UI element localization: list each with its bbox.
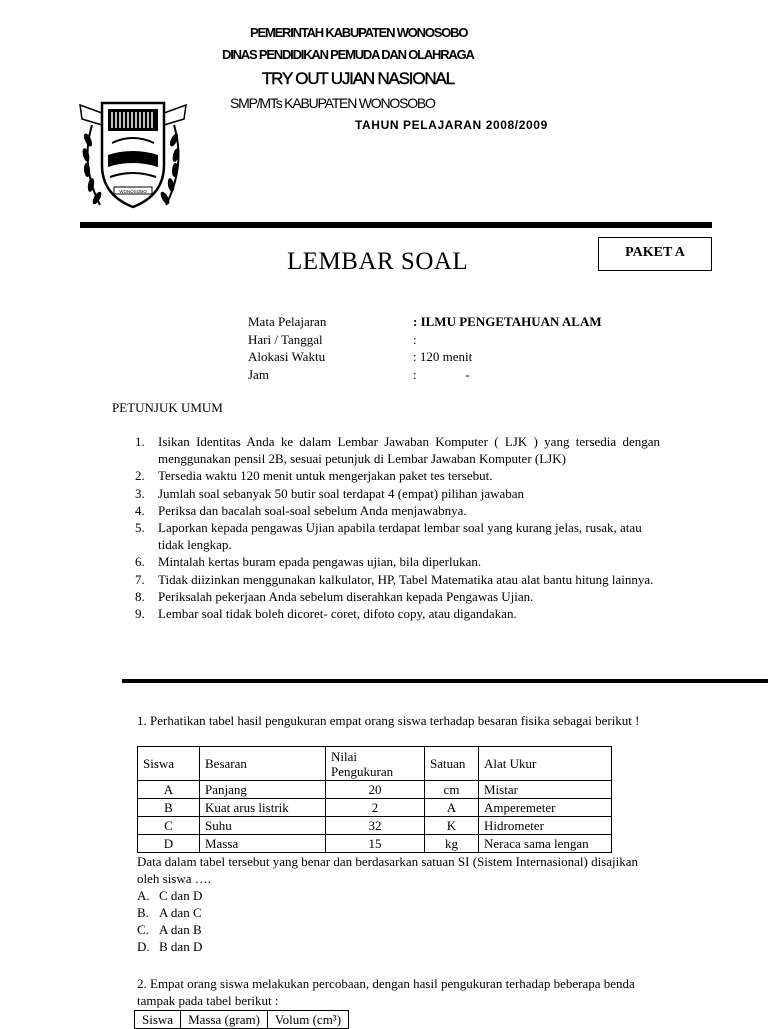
item-number: 4. bbox=[135, 502, 145, 518]
regency-emblem-logo bbox=[78, 95, 188, 215]
svg-text:WONOSOBO: WONOSOBO bbox=[119, 189, 147, 194]
header-government: PEMERINTAH KABUPATEN WONOSOBO bbox=[250, 25, 468, 40]
table-row bbox=[138, 835, 612, 853]
item-number: 7. bbox=[135, 571, 145, 587]
list-item bbox=[135, 467, 660, 484]
list-item bbox=[135, 605, 660, 622]
item-text: Isikan Identitas Anda ke dalam Lembar Jawaban Komputer ( LJK ) yang tersedia dengan menggunakan pensil 2B, sesuai petunjuk di Lembar Jawaban Komputer (LJK) bbox=[158, 434, 660, 467]
answer-option-a bbox=[137, 887, 647, 904]
item-text: Mintalah kertas buram epada pengawas ujian, bila diperlukan. bbox=[158, 554, 482, 570]
table-cell: Kuat arus listrik bbox=[200, 799, 326, 817]
item-text: Laporkan kepada pengawas Ujian apabila terdapat lembar soal yang kurang jelas, rusak, atau tidak lengkap. bbox=[158, 520, 642, 553]
info-row-date bbox=[248, 331, 602, 349]
answer-option-c bbox=[137, 921, 647, 938]
table-cell: 20 bbox=[326, 781, 425, 799]
list-item bbox=[135, 519, 660, 553]
table-cell: C bbox=[138, 817, 200, 835]
table-cell: 2 bbox=[326, 799, 425, 817]
option-letter: B. bbox=[137, 905, 149, 920]
section-divider bbox=[122, 679, 768, 683]
item-number: 3. bbox=[135, 485, 145, 501]
exam-info bbox=[248, 313, 602, 383]
info-row-time bbox=[248, 366, 602, 384]
item-text: Tersedia waktu 120 menit untuk mengerjakan paket tes tersebut. bbox=[158, 468, 493, 484]
option-letter: D. bbox=[137, 939, 150, 954]
table-header-row bbox=[135, 1011, 349, 1029]
info-label: Alokasi Waktu bbox=[248, 349, 326, 364]
item-text: Jumlah soal sebanyak 50 butir soal terdapat 4 (empat) pilihan jawaban bbox=[158, 485, 525, 501]
answer-option-d bbox=[137, 938, 647, 955]
list-item bbox=[135, 502, 660, 519]
paket-label-box: PAKET A bbox=[598, 237, 712, 271]
item-number: 6. bbox=[135, 554, 145, 570]
table-cell: Mistar bbox=[479, 781, 612, 799]
header-exam-name: TRY OUT UJIAN NASIONAL bbox=[262, 69, 454, 88]
instructions-heading: PETUNJUK UMUM bbox=[112, 400, 223, 415]
item-number: 1. bbox=[135, 434, 145, 449]
table-cell: K bbox=[425, 817, 479, 835]
question-1-stem bbox=[137, 853, 647, 955]
table-header-cell: Siswa bbox=[138, 747, 200, 781]
question-1-table bbox=[137, 746, 612, 853]
item-number: 5. bbox=[135, 520, 145, 536]
table-cell: Suhu bbox=[200, 817, 326, 835]
item-text: Lembar soal tidak boleh dicoret- coret, difoto copy, atau digandakan. bbox=[158, 606, 517, 622]
header-academic-year: TAHUN PELAJARAN 2008/2009 bbox=[355, 118, 548, 132]
list-item bbox=[135, 485, 660, 502]
list-item bbox=[135, 553, 660, 570]
info-label: Hari / Tanggal bbox=[248, 331, 323, 347]
question-1-text: 1. Perhatikan tabel hasil pengukuran empat orang siswa terhadap besaran fisika sebagai berikut ! bbox=[137, 713, 640, 728]
table-row bbox=[138, 817, 612, 835]
header-department: DINAS PENDIDIKAN PEMUDA DAN OLAHRAGA bbox=[222, 47, 474, 62]
table-cell: D bbox=[138, 835, 200, 853]
table-header-cell: Siswa bbox=[135, 1011, 181, 1029]
table-cell: Neraca sama lengan bbox=[479, 835, 612, 853]
table-header-cell: Satuan bbox=[425, 747, 479, 781]
table-cell: Massa bbox=[200, 835, 326, 853]
table-cell: 15 bbox=[326, 835, 425, 853]
item-number: 8. bbox=[135, 588, 145, 604]
table-header-cell: Nilai Pengukuran bbox=[326, 747, 425, 781]
table-cell: Hidrometer bbox=[479, 817, 612, 835]
option-text: B dan D bbox=[159, 939, 203, 954]
table-cell: 32 bbox=[326, 817, 425, 835]
table-header-cell: Volum (cm³) bbox=[267, 1011, 348, 1029]
info-label: Mata Pelajaran bbox=[248, 314, 327, 329]
table-cell: cm bbox=[425, 781, 479, 799]
table-cell: kg bbox=[425, 835, 479, 853]
table-row bbox=[138, 781, 612, 799]
question-1-prompt: Data dalam tabel tersebut yang benar dan berdasarkan satuan SI (Sistem Internasional) disajikan oleh siswa …. bbox=[137, 854, 639, 886]
page-title: LEMBAR SOAL bbox=[287, 248, 469, 275]
table-cell: A bbox=[138, 781, 200, 799]
info-value: : ILMU PENGETAHUAN ALAM bbox=[413, 314, 602, 329]
option-text: A dan B bbox=[159, 922, 202, 937]
table-header-cell: Alat Ukur bbox=[479, 747, 612, 781]
info-row-duration bbox=[248, 348, 602, 366]
answer-option-b bbox=[137, 904, 647, 921]
question-2-table bbox=[134, 1010, 349, 1029]
info-value: : 120 menit bbox=[413, 349, 473, 364]
table-row bbox=[138, 799, 612, 817]
table-cell: Panjang bbox=[200, 781, 326, 799]
item-text: Periksalah pekerjaan Anda sebelum diserahkan kepada Pengawas Ujian. bbox=[158, 588, 534, 604]
info-value: : - bbox=[413, 366, 470, 382]
item-text: Periksa dan bacalah soal-soal sebelum Anda menjawabnya. bbox=[158, 502, 467, 518]
info-value: : bbox=[413, 331, 417, 347]
table-header-row bbox=[138, 747, 612, 781]
option-letter: C. bbox=[137, 922, 149, 937]
option-letter: A. bbox=[137, 888, 150, 903]
table-cell: B bbox=[138, 799, 200, 817]
info-row-subject bbox=[248, 313, 602, 331]
table-header-cell: Besaran bbox=[200, 747, 326, 781]
header-school-level: SMP/MTs KABUPATEN WONOSOBO bbox=[230, 95, 435, 111]
table-header-cell: Massa (gram) bbox=[181, 1011, 268, 1029]
item-number: 9. bbox=[135, 606, 145, 622]
header-divider bbox=[80, 222, 712, 228]
item-text: Tidak diizinkan menggunakan kalkulator, HP, Tabel Matematika atau alat bantu hitung lainnya. bbox=[158, 571, 654, 587]
info-label: Jam bbox=[248, 366, 269, 382]
item-number: 2. bbox=[135, 468, 145, 484]
instructions-list bbox=[135, 433, 660, 622]
list-item bbox=[135, 571, 660, 588]
table-cell: Amperemeter bbox=[479, 799, 612, 817]
list-item bbox=[135, 433, 660, 467]
question-2-text: 2. Empat orang siswa melakukan percobaan, dengan hasil pengukuran terhadap beberapa benda tampak pada tabel berikut : bbox=[137, 976, 635, 1008]
table-cell: A bbox=[425, 799, 479, 817]
option-text: C dan D bbox=[159, 888, 203, 903]
list-item bbox=[135, 588, 660, 605]
option-text: A dan C bbox=[159, 905, 202, 920]
